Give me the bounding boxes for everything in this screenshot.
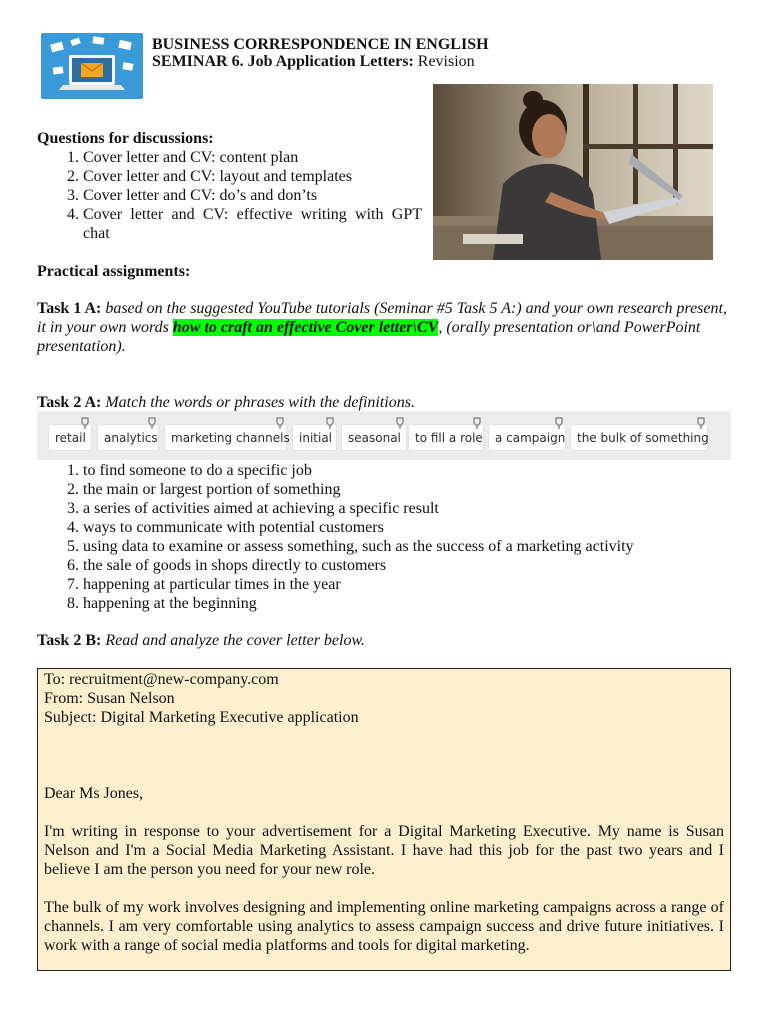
definition-item: 6. the sale of goods in shops directly to customers [83, 556, 737, 575]
word-chip[interactable] [341, 424, 407, 451]
definition-item: 7. happening at particular times in the year [83, 575, 737, 594]
task1a-highlight: how to craft an effective Cover letter\CV [172, 319, 439, 336]
task1a-paragraph [37, 299, 737, 356]
word-tag-icon [696, 417, 706, 429]
word-chip-label: retail [55, 431, 86, 445]
question-item: 3. Cover letter and CV: do’s and don’ts [83, 186, 422, 205]
word-chip-label: to fill a role [415, 431, 483, 445]
task1a-label: Task 1 A: [37, 300, 102, 317]
question-item: 2. Cover letter and CV: layout and templates [83, 167, 422, 186]
task2a-instruction: Match the words or phrases with the definitions. [101, 394, 415, 411]
document-title: BUSINESS CORRESPONDENCE IN ENGLISH [152, 36, 489, 53]
subtitle-bold: SEMINAR 6. Job Application Letters: [152, 53, 414, 70]
seminar-subtitle [152, 53, 475, 70]
question-item: 4. Cover letter and CV: effective writing with GPT chat [83, 205, 422, 243]
task1a-text-after: , (orally presentation or\and PowerPoint presentation). [37, 319, 701, 355]
questions-heading: Questions for discussions: [37, 130, 214, 147]
word-tag-icon [325, 417, 335, 429]
letter-paragraph-1: I'm writing in response to your advertisement for a Digital Marketing Executive. My name is Susan Nelson and I'm a Social Media Marketing Assistant. I have had this job for the past two years and I believe I am the person you need for your new role. [44, 823, 724, 878]
word-tag-icon [472, 417, 482, 429]
word-bank [37, 411, 731, 460]
word-chip[interactable] [97, 424, 159, 451]
word-chip[interactable] [48, 424, 92, 451]
definition-item: 5. using data to examine or assess something, such as the success of a marketing activity [83, 537, 737, 556]
letter-subject: Subject: Digital Marketing Executive application [44, 709, 359, 726]
questions-list [37, 148, 422, 243]
practical-heading: Practical assignments: [37, 263, 191, 280]
word-chip[interactable] [408, 424, 484, 451]
definition-item: 4. ways to communicate with potential customers [83, 518, 737, 537]
letter-to: To: recruitment@new-company.com [44, 671, 279, 688]
task1a-text-before: based on the suggested YouTube tutorials (Seminar #5 Task 5 A:) and your own research present, it in your own words [37, 300, 727, 336]
word-tag-icon [80, 417, 90, 429]
task2a-heading [37, 393, 415, 412]
word-tag-icon [147, 417, 157, 429]
word-chip-label: a campaign [495, 431, 566, 445]
definitions-list [37, 461, 737, 613]
letter-paragraph-2: The bulk of my work involves designing and implementing online marketing campaigns across a range of channels. I am very comfortable using analytics to assess campaign success and drive future initiatives. I work with a range of social media platforms and tools for digital marketing. [44, 899, 724, 954]
word-chip-label: marketing channels [171, 431, 290, 445]
task2b-heading [37, 631, 365, 650]
word-chip-label: analytics [104, 431, 158, 445]
word-tag-icon [275, 417, 285, 429]
word-tag-icon [554, 417, 564, 429]
question-item: 1. Cover letter and CV: content plan [83, 148, 422, 167]
letter-from: From: Susan Nelson [44, 690, 175, 707]
cover-letter-box [37, 668, 731, 971]
word-chip[interactable] [570, 424, 708, 451]
word-tag-icon [395, 417, 405, 429]
word-chip-label: initial [299, 431, 332, 445]
definition-item: 8. happening at the beginning [83, 594, 737, 613]
definition-item: 2. the main or largest portion of something [83, 480, 737, 499]
word-chip-label: seasonal [348, 431, 401, 445]
email-laptop-logo-icon [41, 33, 143, 99]
task2b-instruction: Read and analyze the cover letter below. [101, 632, 365, 649]
word-chip[interactable] [164, 424, 290, 451]
definition-item: 3. a series of activities aimed at achieving a specific result [83, 499, 737, 518]
definition-item: 1. to find someone to do a specific job [83, 461, 737, 480]
word-chip[interactable] [292, 424, 337, 451]
subtitle-rest: Revision [413, 53, 475, 70]
task2b-label: Task 2 B: [37, 632, 102, 649]
student-laptop-photo [433, 84, 713, 260]
word-chip-label: the bulk of something [577, 431, 709, 445]
task2a-label: Task 2 A: [37, 394, 102, 411]
letter-greeting: Dear Ms Jones, [44, 785, 144, 802]
word-chip[interactable] [488, 424, 566, 451]
